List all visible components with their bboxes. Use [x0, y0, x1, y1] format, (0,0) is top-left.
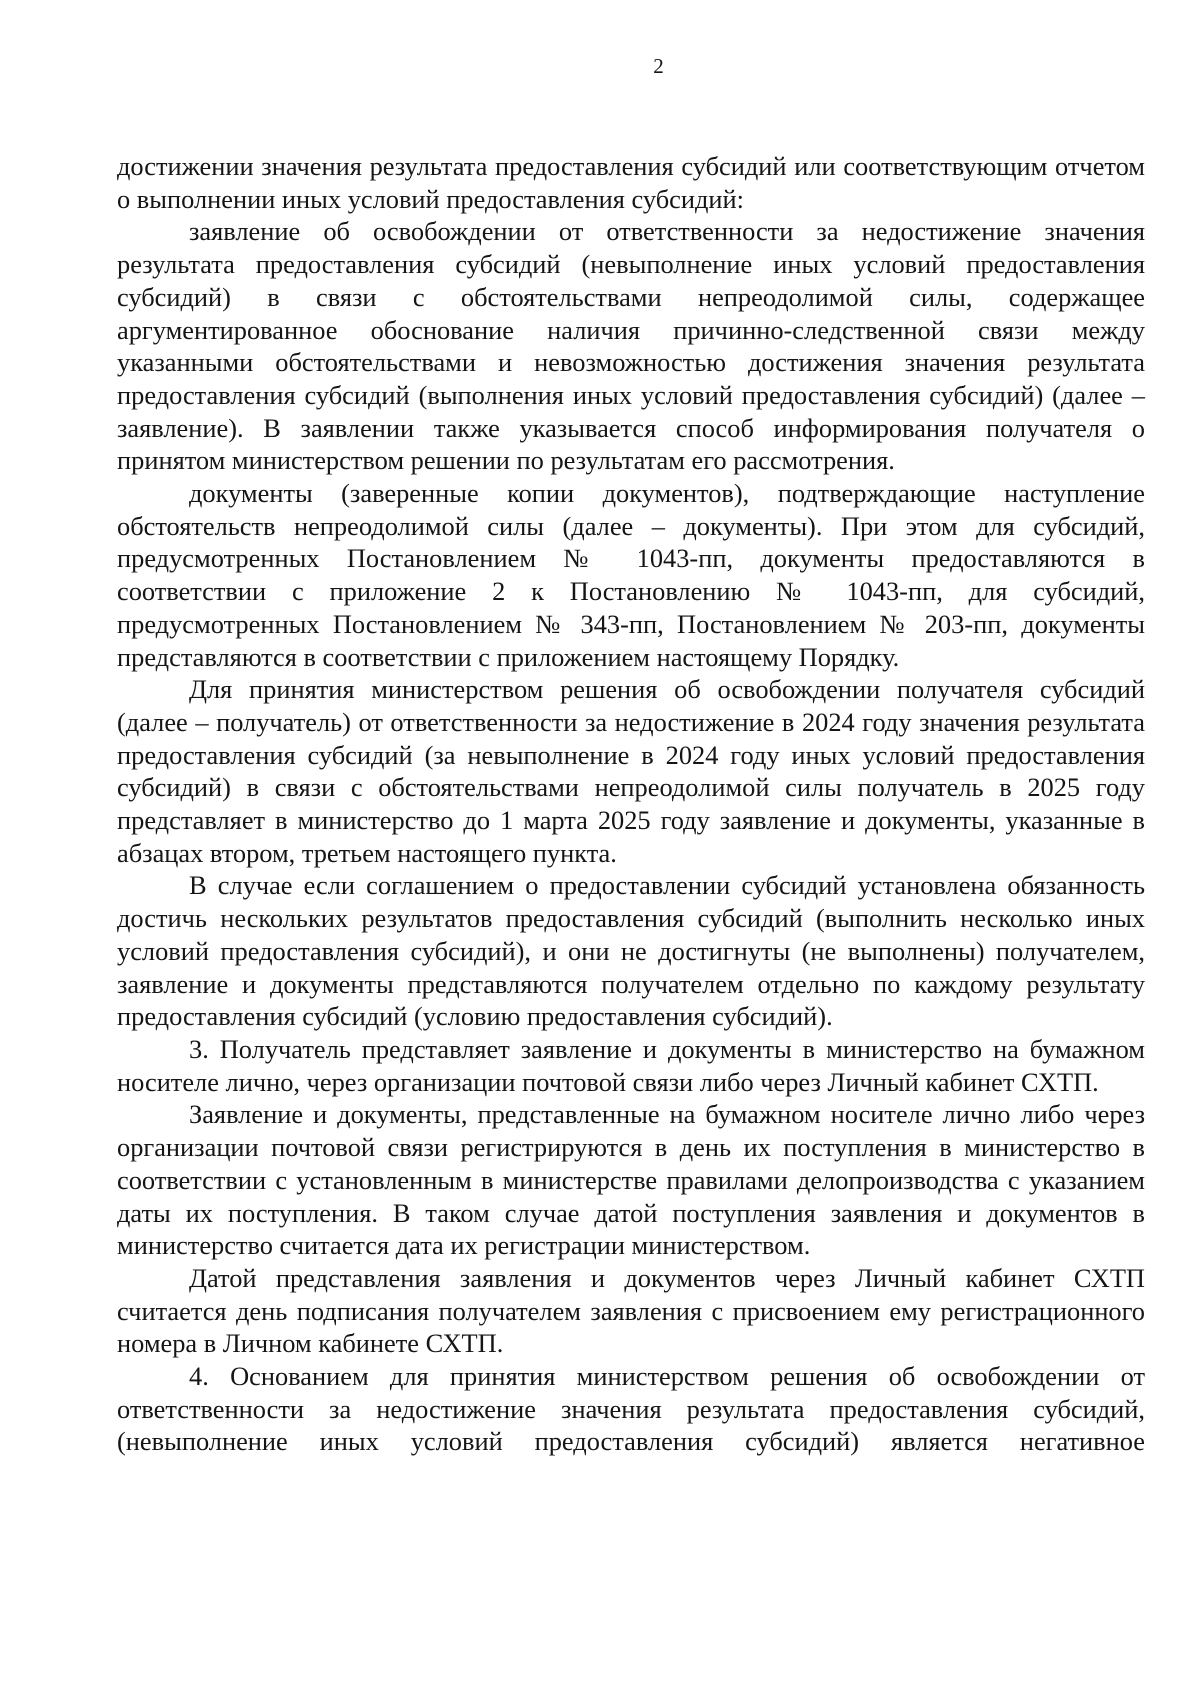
paragraph-1: достижении значения результата предоставления субсидий или соответствующим отчетом о выполнении иных условий предоставления субсидий: — [117, 151, 1145, 214]
paragraph-7: Заявление и документы, представленные на бумажном носителе лично либо через организации почтовой связи регистрируются в день их поступления в министерство в соответствии с установленным в министерстве правилами делопроизводства с указанием даты их поступления. В таком случае датой поступления заявления и документов в министерство считается дата их регистрации министерством. — [117, 1099, 1145, 1261]
paragraph-6: 3. Получатель представляет заявление и документы в министерство на бумажном носителе лично, через организации почтовой связи либо через Личный кабинет СХТП. — [117, 1033, 1145, 1097]
paragraph-5: В случае если соглашением о предоставлении субсидий установлена обязанность достичь нескольких результатов предоставления субсидий (выполнить несколько иных условий предоставления субсидий), и они не достигнуты (не выполнены) получателем, заявление и документы представляются получателем отдельно по каждому результату предоставления субсидий (условию предоставления субсидий). — [117, 870, 1145, 1032]
paragraph-8: Датой представления заявления и документов через Личный кабинет СХТП считается день подписания получателем заявления с присвоением ему регистрационного номера в Личном кабинете СХТП. — [117, 1262, 1145, 1359]
document-body — [117, 150, 1145, 1458]
paragraph-3: документы (заверенные копии документов), подтверждающие наступление обстоятельств непреодолимой силы (далее – документы). При этом для субсидий, предусмотренных Постановлением № 1043-пп, документы предоставляются в соответствии с приложение 2 к Постановлению № 1043-пп, для субсидий, предусмотренных Постановлением № 343-пп, Постановлением № 203-пп, документы представляются в соответствии с приложением настоящему Порядку. — [117, 478, 1145, 672]
paragraph-4: Для принятия министерством решения об освобождении получателя субсидий (далее – получатель) от ответственности за недостижение в 2024 году значения результата предоставления субсидий (за невыполнение в 2024 году иных условий предоставления субсидий) в связи с обстоятельствами непреодолимой силы получатель в 2025 году представляет в министерство до 1 марта 2025 году заявление и документы, указанные в абзацах втором, третьем настоящего пункта. — [117, 674, 1145, 868]
paragraph-2: заявление об освобождении от ответственности за недостижение значения результата предоставления субсидий (невыполнение иных условий предоставления субсидий) в связи с обстоятельствами непреодолимой силы, содержащее аргументированное обоснование наличия причинно-следственной связи между указанными обстоятельствами и невозможностью достижения значения результата предоставления субсидий (выполнения иных условий предоставления субсидий) (далее – заявление). В заявлении также указывается способ информирования получателя о принятом министерством решении по результатам его рассмотрения. — [117, 216, 1145, 476]
paragraph-9: 4. Основанием для принятия министерством решения об освобождении от ответственности за недостижение значения результата предоставления субсидий, (невыполнение иных условий предоставления субсидий) является негативное — [117, 1361, 1145, 1457]
page-number: 2 — [653, 54, 664, 78]
